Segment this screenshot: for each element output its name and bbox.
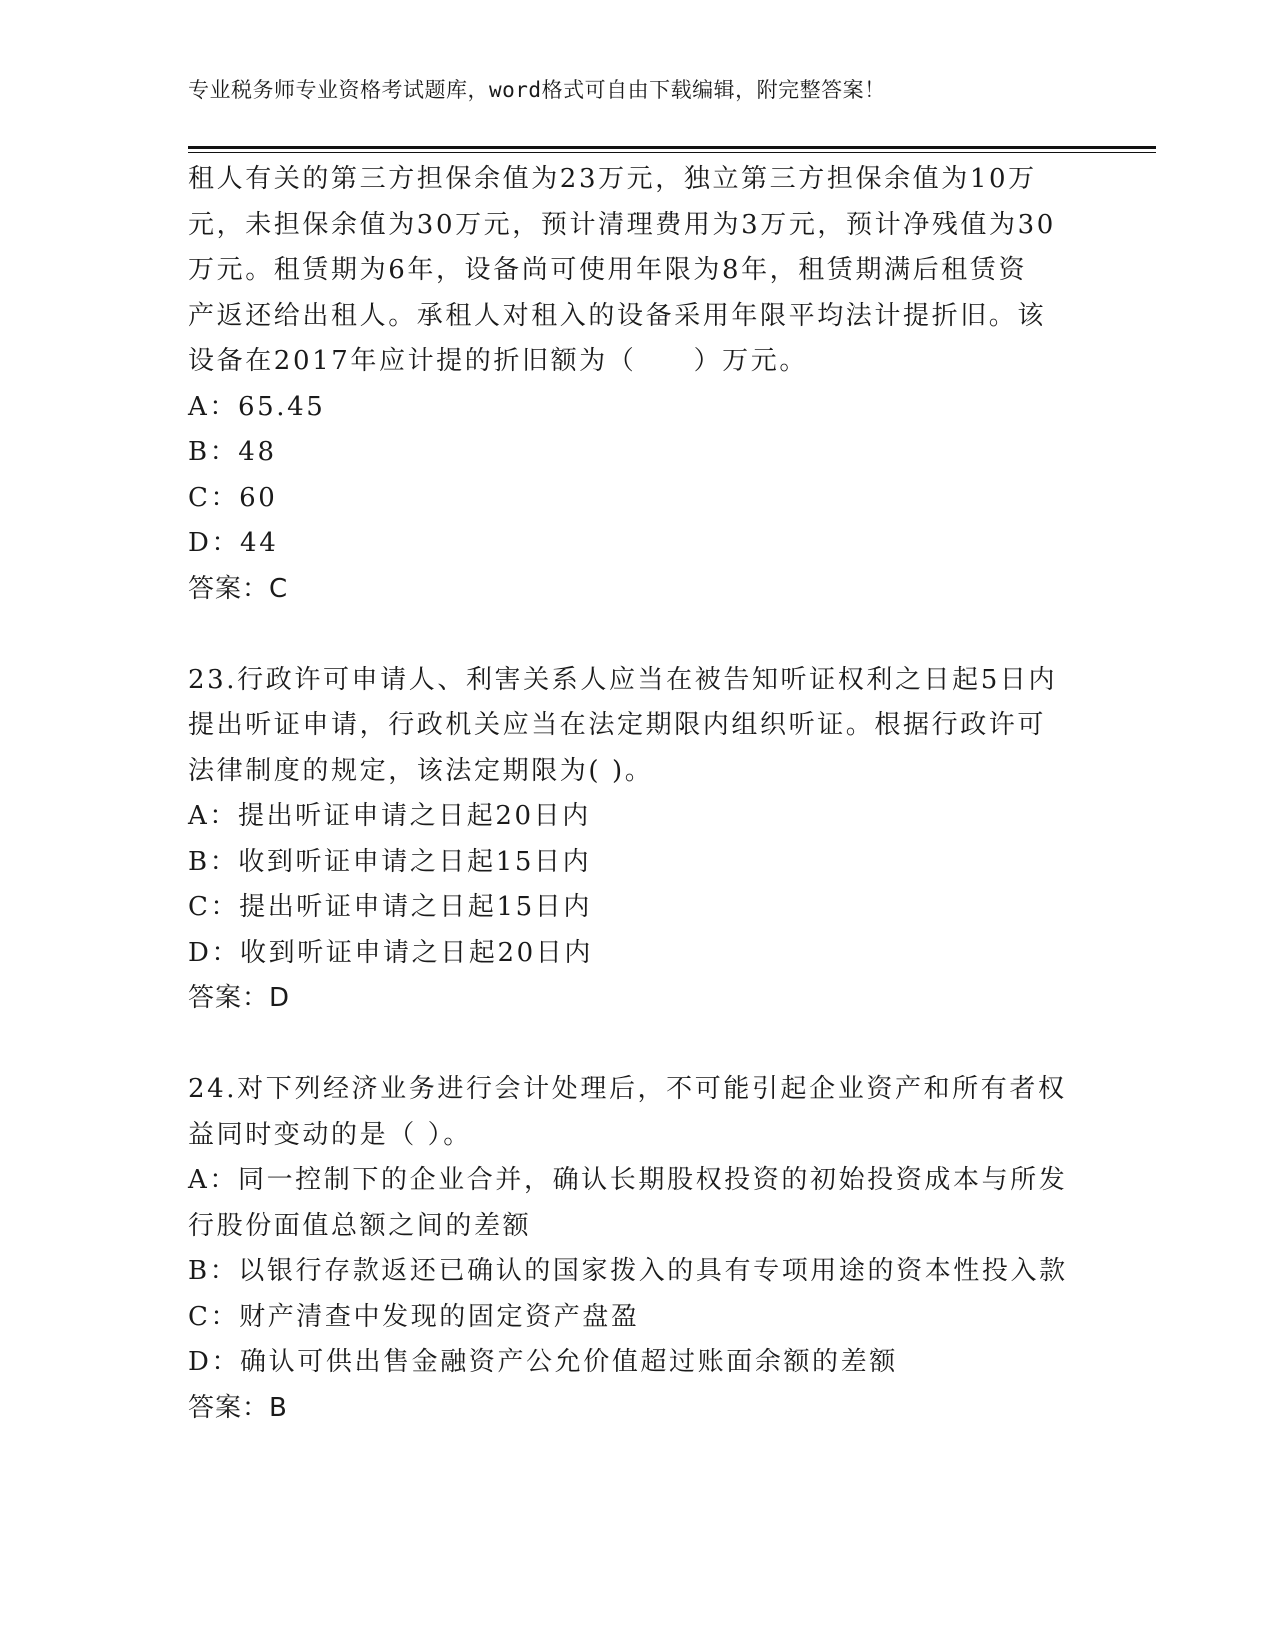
question-stem-line: 万元。租赁期为6年，设备尚可使用年限为8年，租赁期满后租赁资 <box>188 255 1028 285</box>
question-spacer <box>188 612 1088 658</box>
question-stem-line: 24.对下列经济业务进行会计处理后，不可能引起企业资产和所有者权 <box>188 1074 1067 1104</box>
option-c: C：提出听证申请之日起15日内 <box>188 892 592 922</box>
question-stem-line: 益同时变动的是（ ）。 <box>188 1119 472 1150</box>
question-block <box>188 658 1088 1022</box>
option-b: B：以银行存款返还已确认的国家拨入的具有专项用途的资本性投入款 <box>188 1256 1068 1286</box>
question-stem-line: 23.行政许可申请人、利害关系人应当在被告知听证权利之日起5日内 <box>188 664 1058 695</box>
question-stem-line: 租人有关的第三方担保余值为23万元，独立第三方担保余值为10万 <box>188 164 1037 194</box>
option-a: A：65.45 <box>188 391 326 422</box>
answer-line: 答案：B <box>188 1392 288 1423</box>
header-rule-thin <box>188 152 1156 153</box>
answer-line: 答案：C <box>188 573 289 604</box>
option-a: A：同一控制下的企业合并，确认长期股权投资的初始投资成本与所发 <box>188 1165 1068 1195</box>
option-c: C：财产清查中发现的固定资产盘盈 <box>188 1301 640 1332</box>
question-block <box>188 157 1088 612</box>
question-spacer <box>188 1022 1088 1068</box>
option-d: D：收到听证申请之日起20日内 <box>188 937 593 968</box>
question-stem-line: 提出听证申请，行政机关应当在法定期限内组织听证。根据行政许可 <box>188 710 1047 740</box>
option-d: D：44 <box>188 528 279 558</box>
option-a-continued: 行股份面值总额之间的差额 <box>188 1210 532 1241</box>
question-stem-line: 产返还给出租人。承租人对租入的设备采用年限平均法计提折旧。该 <box>188 300 1047 331</box>
option-a: A：提出听证申请之日起20日内 <box>188 801 591 831</box>
option-c: C：60 <box>188 482 278 513</box>
question-stem-line: 元，未担保余值为30万元，预计清理费用为3万元，预计净残值为30 <box>188 209 1056 240</box>
question-stem-line: 设备在2017年应计提的折旧额为（ ）万元。 <box>188 346 808 376</box>
option-d: D：确认可供出售金融资产公允价值超过账面余额的差额 <box>188 1347 898 1377</box>
answer-line: 答案：D <box>188 983 291 1013</box>
question-block <box>188 1067 1088 1431</box>
option-b: B：48 <box>188 437 277 467</box>
header-rule-thick <box>188 146 1156 149</box>
question-stem-line: 法律制度的规定，该法定期限为( )。 <box>188 755 654 786</box>
option-b: B：收到听证申请之日起15日内 <box>188 846 592 877</box>
content-body <box>188 157 1088 1431</box>
page-header: 专业税务师专业资格考试题库，word格式可自由下载编辑，附完整答案！ <box>188 78 886 102</box>
